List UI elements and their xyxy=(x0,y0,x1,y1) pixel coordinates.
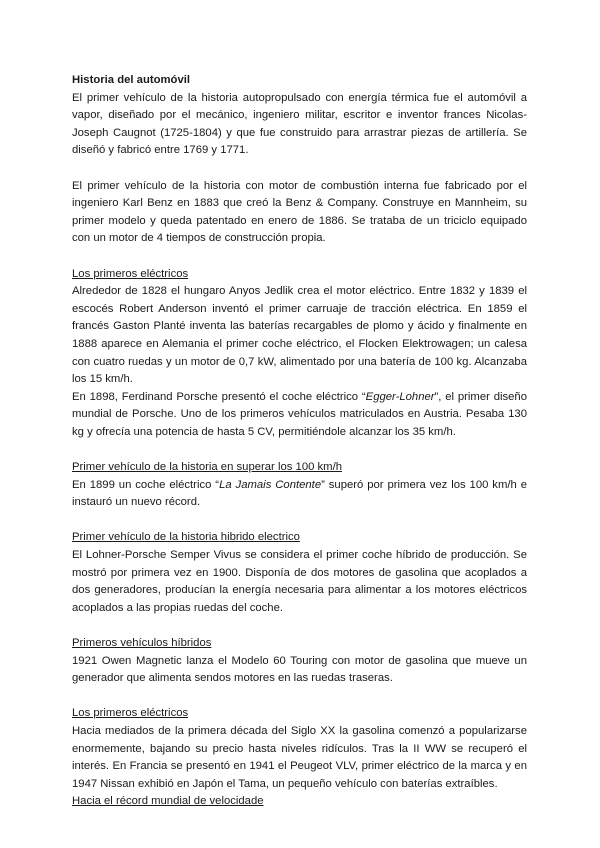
jamais-contente-name: La Jamais Contente xyxy=(219,478,322,491)
section-heading-record-velocidad: Hacia el récord mundial de velocidade xyxy=(72,795,264,808)
section-heading-primeros-electricos: Los primeros eléctricos xyxy=(72,267,189,280)
hibrido-electrico-paragraph: El Lohner-Porsche Semper Vivus se considera el primer coche híbrido de producción. Se mostró por primera vez en 1900. Disponía de dos motores de gasolina que acoplados a dos generadores, producían la energía necesaria para alimentar a los motores eléctricos acoplados a las propias ruedas del coche. xyxy=(72,549,527,614)
document-body xyxy=(72,72,527,811)
primeros-electricos-paragraph-1: Alrededor de 1828 el hungaro Anyos Jedlik crea el motor eléctrico. Entre 1832 y 1839 el escocés Robert Anderson inventó el primer carruaje de tracción eléctrica. En 1859 el francés Gaston Planté inventa las baterías recargables de plomo y ácido y finalmente en 1888 aparece en Alemania el primer coche eléctrico, el Flocken Elektrowagen; un calesa con cuatro ruedas y un motor de 0,7 kW, alimentado por una batería de 100 kg. Alcanzaba los 15 km/h. xyxy=(72,285,527,386)
section-heading-hibrido-electrico: Primer vehículo de la historia hibrido electrico xyxy=(72,531,300,544)
primeros-electricos-paragraph-2: En 1898, Ferdinand Porsche presentó el coche eléctrico “Egger-Lohner”, el primer diseño mundial de Porsche. Uno de los primeros vehículos matriculados en Austria. Pesaba 130 kg y ofrecía una potencia de hasta 5 CV, permitiéndole alcanzar los 35 km/h. xyxy=(72,390,527,438)
document-title: Historia del automóvil xyxy=(72,74,191,86)
intro-paragraph-1: El primer vehículo de la historia autopropulsado con energía térmica fue el automóvil a vapor, diseñado por el mecánico, ingeniero militar, escritor e inventor frances Nicolas-Joseph Caugnot (1725-1804) y que fue construido para arrastrar piezas de artillería. Se diseñó y fabricó entre 1769 y 1771. xyxy=(72,91,527,157)
100kmh-paragraph: En 1899 un coche eléctrico “La Jamais Contente” superó por primera vez los 100 km/h e instauró un nuevo récord. xyxy=(72,478,527,509)
egger-lohner-name: Egger-Lohner xyxy=(365,390,435,403)
section-heading-primeros-hibridos: Primeros vehículos híbridos xyxy=(72,637,212,649)
section-heading-100kmh: Primer vehículo de la historia en superar los 100 km/h xyxy=(72,461,343,474)
primeros-electricos-2-paragraph: Hacia mediados de la primera década del Siglo XX la gasolina comenzó a popularizarse enormemente, bajando su precio hasta niveles ridículos. Tras la II WW se recuperó el interés. En Francia se presentó en 1941 el Peugeot VLV, primer eléctrico de la marca y en 1947 Nissan exhibió en Japón el Tama, un pequeño vehículo con baterías extraíbles. xyxy=(72,724,527,790)
primeros-hibridos-paragraph: 1921 Owen Magnetic lanza el Modelo 60 Touring con motor de gasolina que mueve un generador que alimenta sendos motores en las ruedas traseras. xyxy=(72,654,527,685)
section-heading-primeros-electricos-2: Los primeros eléctricos xyxy=(72,707,189,720)
intro-paragraph-2: El primer vehículo de la historia con motor de combustión interna fue fabricado por el ingeniero Karl Benz en 1883 que creó la Benz & Company. Construye en Mannheim, su primer modelo y queda patentado en enero de 1886. Se trataba de un triciclo equipado con un motor de 4 tiempos de construcción propia. xyxy=(72,179,527,245)
